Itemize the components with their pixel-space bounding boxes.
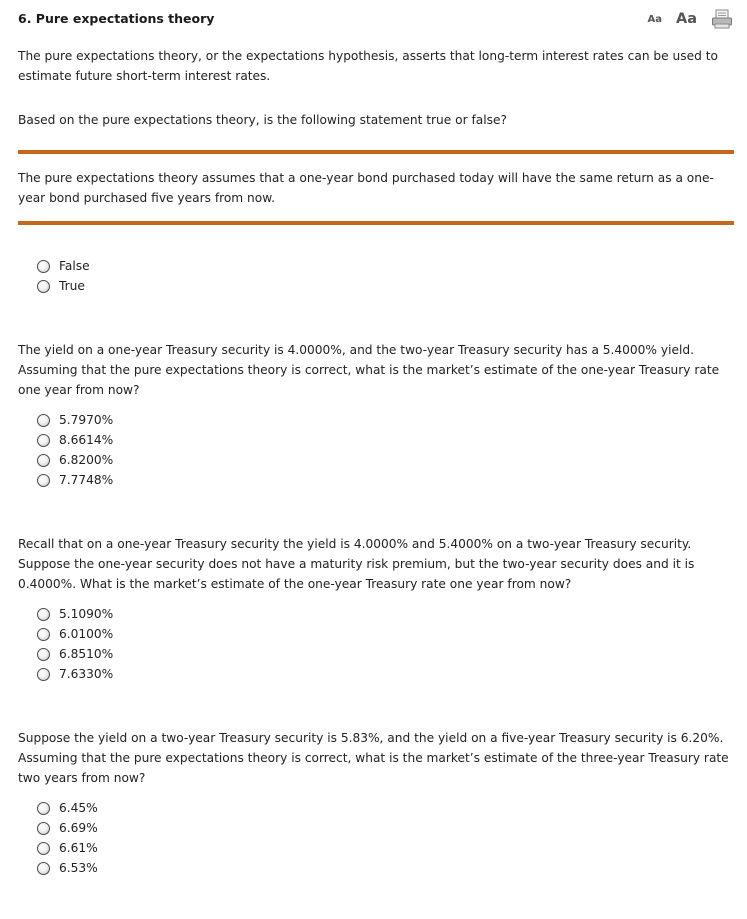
radio-button[interactable] (37, 802, 50, 815)
radio-button[interactable] (37, 414, 50, 427)
decrease-font-button[interactable]: Aa (647, 13, 662, 25)
radio-button[interactable] (37, 434, 50, 447)
option-label: False (59, 259, 90, 273)
option-label: 6.61% (59, 841, 98, 855)
q1-option-true[interactable] (37, 276, 90, 296)
q3-text: Recall that on a one-year Treasury security the yield is 4.0000% and 5.4000% on a two-year Treasury security. Suppose the one-year security does not have a maturity risk premium, but the two-year security does and it is 0.4000%. What is the market’s estimate of the one-year Treasury rate one year from now? (18, 537, 695, 591)
q1-options (37, 256, 90, 296)
option-label: True (59, 279, 85, 293)
q3-option-1[interactable] (37, 604, 113, 624)
q2-option-4[interactable] (37, 470, 113, 490)
statement-top-divider (18, 150, 734, 154)
question-prompt: Based on the pure expectations theory, is the following statement true or false? (18, 113, 507, 127)
option-label: 7.7748% (59, 473, 114, 487)
q4-option-4[interactable] (37, 858, 98, 878)
radio-button[interactable] (37, 668, 50, 681)
option-label: 7.6330% (59, 667, 114, 681)
radio-button[interactable] (37, 280, 50, 293)
radio-button[interactable] (37, 822, 50, 835)
radio-button[interactable] (37, 862, 50, 875)
q3-option-2[interactable] (37, 624, 113, 644)
option-label: 6.0100% (59, 627, 114, 641)
option-label: 6.8200% (59, 453, 114, 467)
statement-text: The pure expectations theory assumes that a one-year bond purchased today will have the same return as a one-year bond purchased five years from now. (18, 171, 714, 205)
option-label: 8.6614% (59, 433, 114, 447)
increase-font-button[interactable]: Aa (675, 11, 697, 27)
option-label: 6.53% (59, 861, 98, 875)
intro-paragraph: The pure expectations theory, or the expectations hypothesis, asserts that long-term interest rates can be used to estimate future short-term interest rates. (18, 49, 718, 83)
q4-text: Suppose the yield on a two-year Treasury security is 5.83%, and the yield on a five-year Treasury security is 6.20%. Assuming that the pure expectations theory is correct, what is the market’s estimate of the three-year Treasury rate two years from now? (18, 731, 729, 785)
q2-options (37, 410, 113, 490)
toolbar (647, 9, 733, 29)
q3-option-3[interactable] (37, 644, 113, 664)
q4-option-1[interactable] (37, 798, 98, 818)
q4-option-3[interactable] (37, 838, 98, 858)
q4-option-2[interactable] (37, 818, 98, 838)
radio-button[interactable] (37, 842, 50, 855)
q3-option-4[interactable] (37, 664, 113, 684)
radio-button[interactable] (37, 454, 50, 467)
option-label: 6.69% (59, 821, 98, 835)
option-label: 5.7970% (59, 413, 114, 427)
option-label: 5.1090% (59, 607, 114, 621)
q1-option-false[interactable] (37, 256, 90, 276)
q2-text: The yield on a one-year Treasury security is 4.0000%, and the two-year Treasury security has a 5.4000% yield. Assuming that the pure expectations theory is correct, what is the market’s estimate of the one-year Treasury rate one year from now? (18, 343, 720, 397)
q2-option-3[interactable] (37, 450, 113, 470)
page-title: 6. Pure expectations theory (18, 11, 215, 26)
radio-button[interactable] (37, 648, 50, 661)
q2-option-1[interactable] (37, 410, 113, 430)
radio-button[interactable] (37, 474, 50, 487)
radio-button[interactable] (37, 260, 50, 273)
option-label: 6.8510% (59, 647, 114, 661)
q2-option-2[interactable] (37, 430, 113, 450)
radio-button[interactable] (37, 628, 50, 641)
q3-options (37, 604, 113, 684)
statement-bottom-divider (18, 221, 734, 225)
option-label: 6.45% (59, 801, 98, 815)
printer-icon[interactable] (711, 9, 733, 29)
q4-options (37, 798, 98, 878)
radio-button[interactable] (37, 608, 50, 621)
